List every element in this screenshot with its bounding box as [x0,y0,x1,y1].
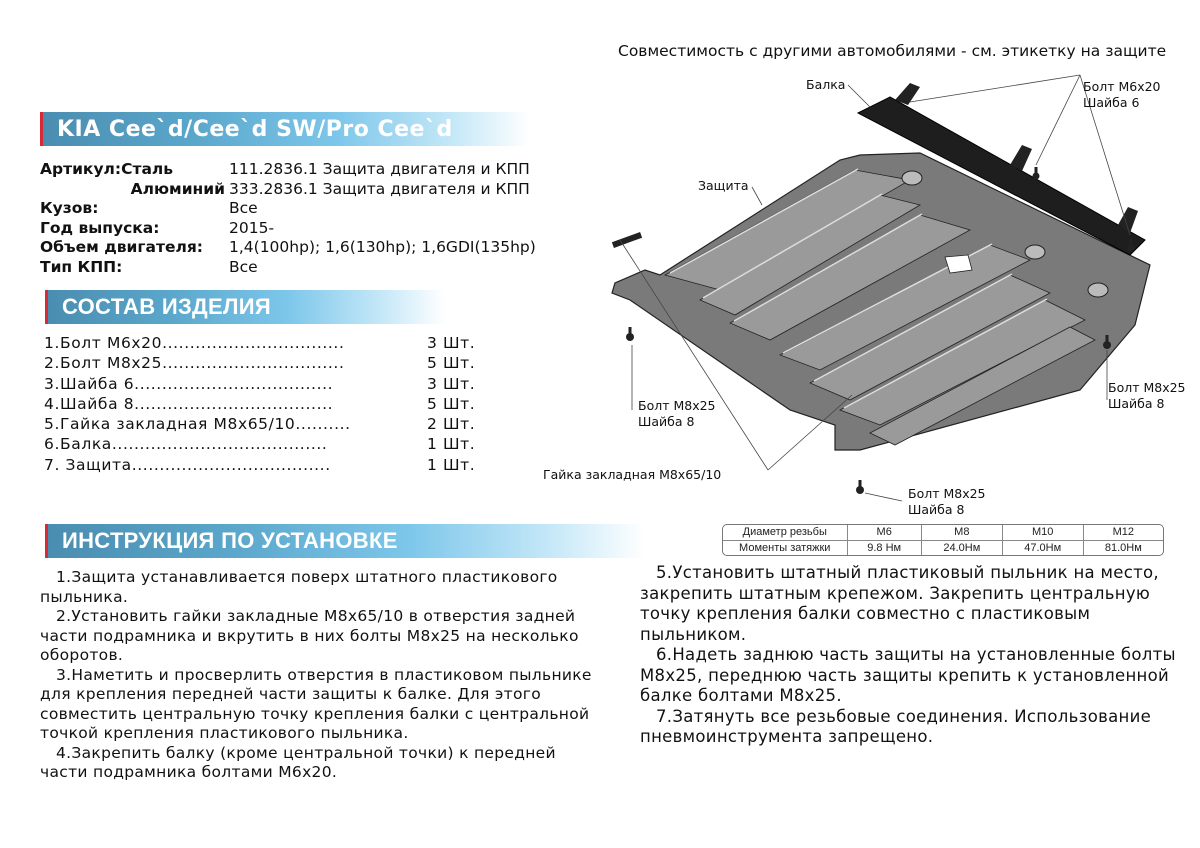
assembly-diagram [543,65,1190,525]
instructions-heading: ИНСТРУКЦИЯ ПО УСТАНОВКЕ [62,528,398,553]
spec-row-body: Кузов: Все [40,199,258,217]
spec-table [40,160,536,277]
compatibility-note: Совместимость с другими автомобилями - см. этикетку на защите [618,42,1167,60]
label-guard: Защита [698,178,749,193]
label-bolt-m6: Болт М6х20 [1083,79,1161,94]
instruction-step: 4.Закрепить балку (кроме центральной точки) к передней части подрамника болтами М6х20. [40,743,556,781]
label-washer-8-right: Шайба 8 [1108,396,1165,411]
label-washer-8-left: Шайба 8 [638,414,695,429]
instructions-right [640,563,1185,748]
instructions-left [40,568,600,783]
list-item: 5.Гайка закладная М8х65/10.......... 2 Шт. [44,415,476,434]
list-item: 2.Болт М8х25................................. 5 Шт. [44,354,476,373]
label-bolt-m8-right: Болт М8х25 [1108,380,1186,395]
label-nut: Гайка закладная М8х65/10 [543,467,722,482]
parts-heading: СОСТАВ ИЗДЕЛИЯ [62,294,271,319]
instruction-step: 6.Надеть заднюю часть защиты на установленные болты М8х25, переднюю часть защиты крепить к установленной балке болтами М8х25. [640,645,1176,705]
label-washer-8-bottom: Шайба 8 [908,502,965,517]
spec-row-engine: Объем двигателя: 1,4(100hp); 1,6(130hp); 1,6GDI(135hp) [40,238,536,256]
instruction-step: 5.Установить штатный пластиковый пыльник на место, закрепить штатным крепежом. Закрепить центральную точку крепления балки совместно с пластиковым пыльником. [640,563,1159,644]
label-washer-6: Шайба 6 [1083,95,1140,110]
list-item: 6.Балка....................................... 1 Шт. [44,435,476,454]
product-title-banner [40,112,530,146]
instructions-heading-banner [45,524,645,558]
list-item: 7. Защита.................................... 1 Шт. [44,455,476,474]
list-item: 3.Шайба 6.................................... 3 Шт. [44,374,476,393]
parts-list [44,333,475,475]
instruction-step: 3.Наметить и просверлить отверстия в пластиковом пыльнике для крепления передней части защиты к балке. Для этого совместить центральную точку крепления балки с центральной точкой крепления пластикового пыльника. [40,665,592,742]
table-row: Диаметр резьбы М6 М8 М10 М12 [723,525,1163,540]
parts-heading-banner [45,290,445,324]
torque-table [722,524,1164,556]
skid-plate-illustration [590,65,1190,525]
instruction-step: 2.Установить гайки закладные М8х65/10 в отверстия задней части подрамника и вкрутить в них болты М8х25 на несколько оборотов. [40,607,579,664]
instruction-step: 1.Защита устанавливается поверх штатного пластикового пыльника. [40,568,558,606]
label-beam: Балка [806,77,846,92]
spec-row-gearbox: Тип КПП: Все [40,257,258,276]
spec-row-article: Артикул:Сталь 111.2836.1 Защита двигателя и КПП [40,160,530,178]
spec-row-year: Год выпуска: 2015- [40,218,275,237]
label-bolt-m8-bottom: Болт М8х25 [908,486,986,501]
product-title: KIA Cee`d/Cee`d SW/Pro Cee`d [57,116,453,142]
spec-row-aluminium: Алюминий 333.2836.1 Защита двигателя и КПП [130,179,530,198]
instruction-step: 7.Затянуть все резьбовые соединения. Использование пневмоинструмента запрещено. [640,706,1152,746]
list-item: 4.Шайба 8.................................... 5 Шт. [44,394,476,413]
label-bolt-m8-left: Болт М8х25 [638,398,716,413]
table-row: Моменты затяжки 9.8 Нм 24.0Нм 47.0Нм 81.0Нм [723,540,1163,555]
list-item: 1.Болт М6х20................................. 3 Шт. [44,334,476,352]
